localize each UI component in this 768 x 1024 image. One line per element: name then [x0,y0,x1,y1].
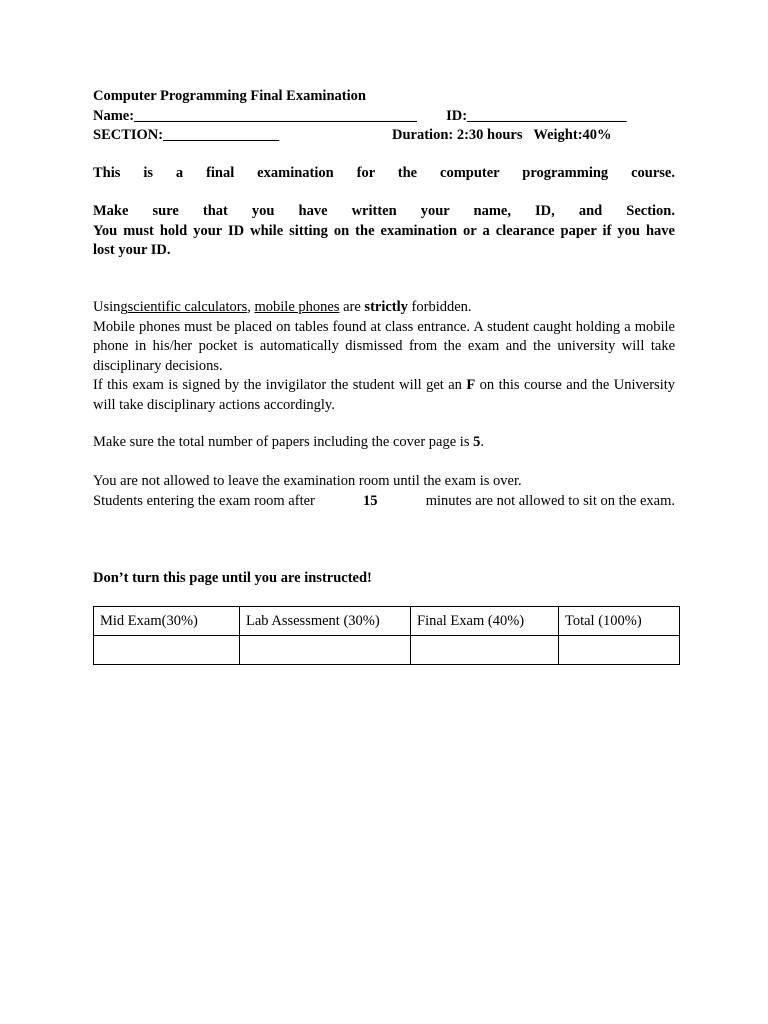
mid-exam-header: Mid Exam(30%) [94,607,240,636]
id-notice-line3: lost your ID. [93,242,171,258]
final-exam-header: Final Exam (40%) [411,607,559,636]
duration-text: Duration: 2:30 hours [392,127,523,143]
name-label: Name: [93,107,135,124]
papers-count: 5 [473,434,481,450]
name-id-row [93,107,675,127]
lab-assessment-value [240,636,411,665]
duration-weight [392,126,612,146]
id-blank: ______________________ [467,107,627,124]
id-notice [93,202,675,261]
exam-title: Computer Programming Final Examination [93,88,366,104]
rules-section [93,298,675,415]
section-duration-row [93,126,675,146]
warning-text: Don’t turn this page until you are instructed! [93,570,372,586]
calculators-text: scientific calculators [127,299,248,315]
weight-text: Weight:40% [533,127,612,143]
grade-table-header-row [94,607,680,636]
section-label: SECTION: [93,127,164,143]
final-exam-value [411,636,559,665]
id-notice-line2: You must hold your ID while sitting on the examination or a clearance paper if you have [93,222,675,239]
name-blank: _______________________________________ [134,107,417,124]
id-label: ID: [446,107,468,124]
lab-assessment-header: Lab Assessment (30%) [240,607,411,636]
leave-rule: You are not allowed to leave the examination room until the exam is over. [93,473,522,489]
fail-grade: F [466,377,476,393]
section-blank: ________________ [163,127,280,143]
late-minutes: 15 [363,492,378,509]
late-rule: Students entering the exam room after 15 minutes are not allowed to sit on the exam. [93,492,675,512]
mid-exam-value [94,636,240,665]
mobile-rule: Mobile phones must be placed on tables found at class entrance. A student caught holding a mobile phone in his/her pocket is automatically dismissed from the exam and the university will take disciplinary decisions. [93,318,675,374]
intro-paragraph: This is a final examination for the computer programming course. [93,165,675,181]
mobile-phones-text: mobile phones [254,299,340,315]
forbidden-rule: Usingscientific calculators, mobile phones are strictly forbidden. [93,299,472,315]
exam-header [93,87,675,146]
strictly-text: strictly [364,299,408,315]
total-value [559,636,680,665]
signed-rule: If this exam is signed by the invigilator the student will get an F on this course and the University will take disciplinary actions accordingly. [93,377,676,413]
papers-rule: Make sure the total number of papers including the cover page is 5. [93,434,484,450]
attendance-rules [93,472,675,511]
grade-table [93,606,680,665]
id-notice-line1: Make sure that you have written your name, ID, and Section. [93,203,675,219]
total-header: Total (100%) [559,607,680,636]
grade-table-value-row [94,636,680,665]
